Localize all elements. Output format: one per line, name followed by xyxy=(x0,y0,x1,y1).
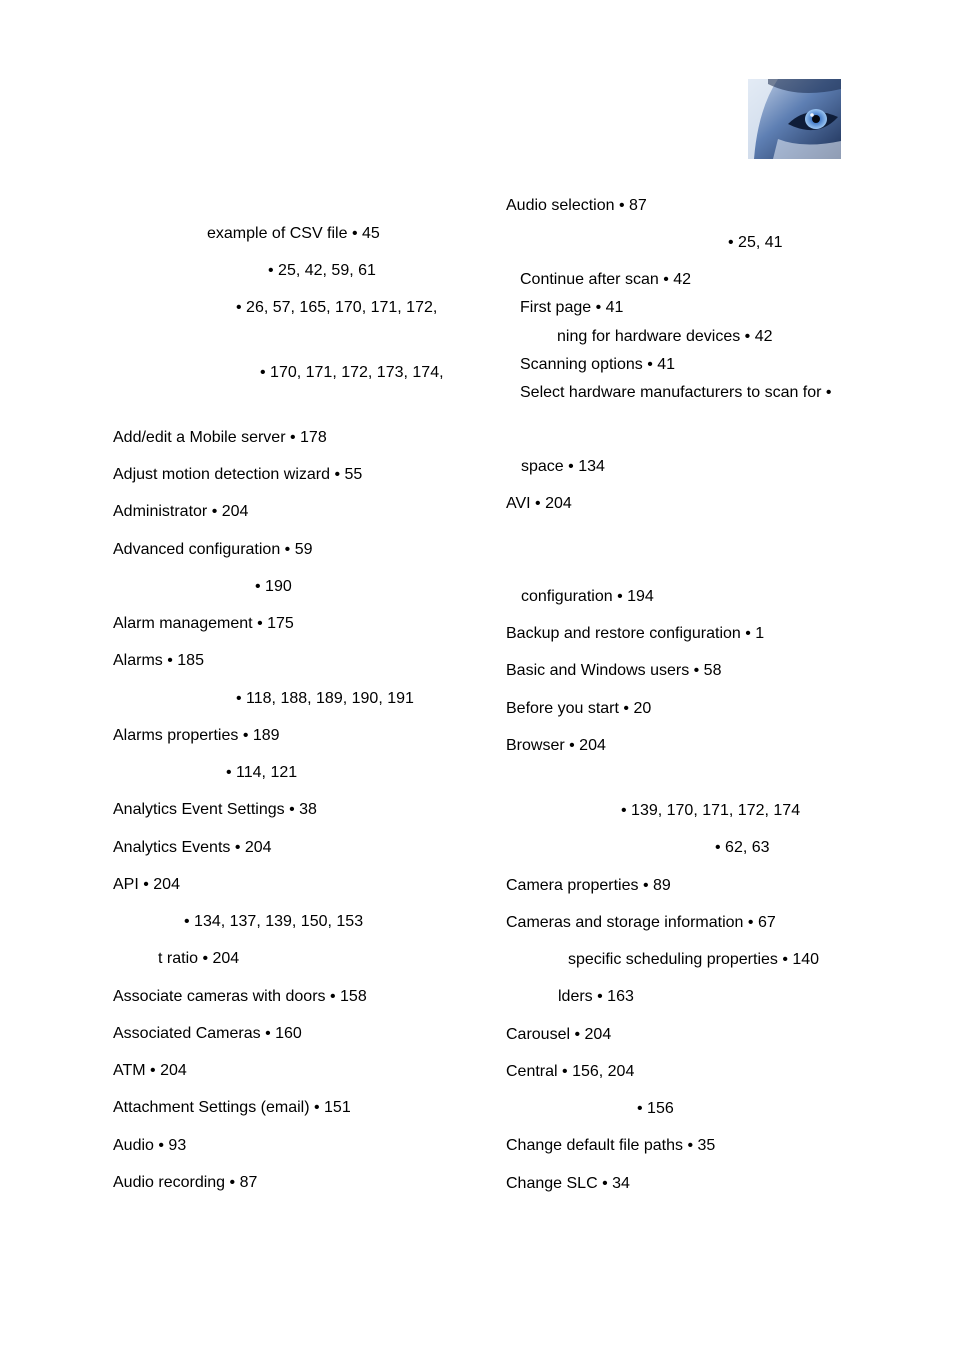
index-entry: First page • 41 xyxy=(520,299,624,316)
index-entry: Cameras and storage information • 67 xyxy=(506,914,776,931)
index-entry: Scanning options • 41 xyxy=(520,356,676,373)
index-entry: Adjust motion detection wizard • 55 xyxy=(113,466,363,483)
index-entry: • 170, 171, 172, 173, 174, xyxy=(260,364,444,381)
index-entry: ning for hardware devices • 42 xyxy=(557,328,773,345)
index-entry: • 190 xyxy=(255,578,292,595)
index-entry: t ratio • 204 xyxy=(158,950,240,967)
index-entry: • 156 xyxy=(637,1100,674,1117)
index-entry: Before you start • 20 xyxy=(506,700,652,717)
index-entry: Backup and restore configuration • 1 xyxy=(506,625,765,642)
index-entry: Add/edit a Mobile server • 178 xyxy=(113,429,327,446)
index-entry: • 114, 121 xyxy=(226,764,298,781)
index-entry: Change SLC • 34 xyxy=(506,1175,630,1192)
index-entry: example of CSV file • 45 xyxy=(207,225,380,242)
wolf-eye-logo xyxy=(748,79,841,159)
index-entry: Camera properties • 89 xyxy=(506,877,671,894)
index-entry: Browser • 204 xyxy=(506,737,606,754)
index-entry: Central • 156, 204 xyxy=(506,1063,635,1080)
index-entry: Basic and Windows users • 58 xyxy=(506,662,722,679)
index-entry: • 62, 63 xyxy=(715,839,770,856)
index-entry: API • 204 xyxy=(113,876,180,893)
index-entry: Audio selection • 87 xyxy=(506,197,647,214)
index-entry: • 25, 41 xyxy=(728,234,783,251)
index-entry: ATM • 204 xyxy=(113,1062,187,1079)
index-entry: • 26, 57, 165, 170, 171, 172, xyxy=(236,299,438,316)
index-entry: Associate cameras with doors • 158 xyxy=(113,988,367,1005)
index-entry: Advanced configuration • 59 xyxy=(113,541,313,558)
index-entry: Audio • 93 xyxy=(113,1137,187,1154)
index-entry: Carousel • 204 xyxy=(506,1026,612,1043)
index-entry: Attachment Settings (email) • 151 xyxy=(113,1099,351,1116)
index-entry: space • 134 xyxy=(521,458,605,475)
index-entry: • 25, 42, 59, 61 xyxy=(268,262,376,279)
index-entry: AVI • 204 xyxy=(506,495,572,512)
index-entry: Analytics Event Settings • 38 xyxy=(113,801,317,818)
index-entry: configuration • 194 xyxy=(521,588,654,605)
index-entry: lders • 163 xyxy=(558,988,634,1005)
index-entry: Alarms • 185 xyxy=(113,652,204,669)
wolf-eye-image xyxy=(748,79,841,159)
index-entry: • 134, 137, 139, 150, 153 xyxy=(184,913,364,930)
index-entry: • 139, 170, 171, 172, 174 xyxy=(621,802,801,819)
index-entry: Administrator • 204 xyxy=(113,503,249,520)
index-entry: specific scheduling properties • 140 xyxy=(568,951,820,968)
index-entry: Continue after scan • 42 xyxy=(520,271,692,288)
index-entry: • 118, 188, 189, 190, 191 xyxy=(236,690,414,707)
index-entry: Change default file paths • 35 xyxy=(506,1137,716,1154)
index-entry: Audio recording • 87 xyxy=(113,1174,258,1191)
index-entry: Analytics Events • 204 xyxy=(113,839,272,856)
index-entry: Alarm management • 175 xyxy=(113,615,294,632)
index-entry: Select hardware manufacturers to scan for • xyxy=(520,384,832,401)
index-entry: Alarms properties • 189 xyxy=(113,727,280,744)
index-entry: Associated Cameras • 160 xyxy=(113,1025,302,1042)
